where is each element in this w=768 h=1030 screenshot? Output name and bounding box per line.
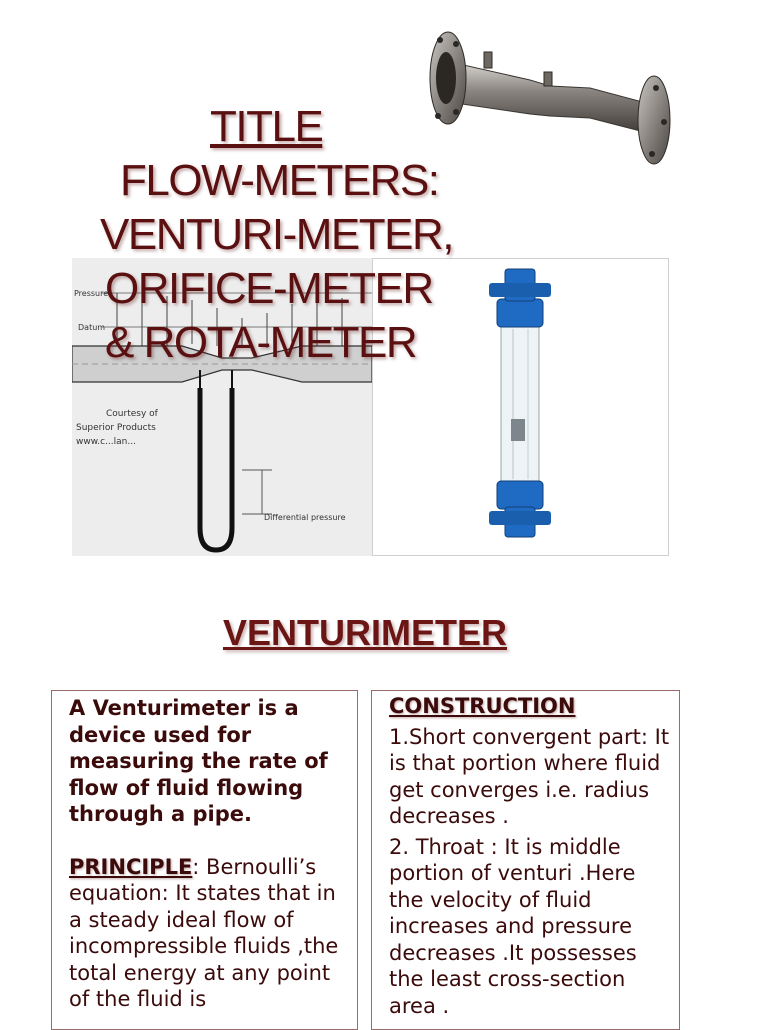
courtesy-line-3: www.c...lan... [76, 437, 136, 447]
title-label: TITLE [210, 102, 323, 151]
construction-point-2: 2. Throat : It is middle portion of venturi .Here the velocity of fluid increases and pressure decreases .It possesses the least cross-section area . [389, 834, 637, 1018]
title-line-flow-meters: FLOW-METERS: [120, 156, 439, 205]
datum-label: Datum [78, 323, 106, 332]
principle-paragraph: PRINCIPLE: Bernoulli’s equation: It states that in a steady ideal flow of incompressible fluids ,the total energy at any point of the fluid is [69, 854, 339, 1011]
title-line-orifice: ORIFICE-METER [105, 264, 433, 313]
courtesy-line-2: Superior Products [76, 423, 156, 433]
principle-label: PRINCIPLE [69, 854, 193, 879]
intro-text: A Venturimeter is a device used for measuring the rate of flow of fluid flowing through a pipe. [69, 696, 328, 826]
principle-text: Bernoulli’s equation: It states that in a steady ideal flow of incompressible fluids ,the total energy at any point of the fluid is [69, 854, 339, 1011]
construction-label: CONSTRUCTION [389, 694, 576, 718]
section-heading: VENTURIMETER [222, 612, 507, 653]
title-line-venturi: VENTURI-METER, [100, 210, 453, 259]
differential-pressure-label: Differential pressure [264, 513, 346, 522]
construction-point-1: 1.Short convergent part: It is that portion where fluid get converges i.e. radius decreases . [389, 724, 670, 828]
pressure-label: Pressure [74, 289, 109, 298]
courtesy-line-1: Courtesy of [106, 409, 158, 419]
title-line-rota: & ROTA-METER [105, 318, 417, 367]
left-column [51, 690, 358, 1030]
right-column [371, 690, 680, 1030]
title-block [100, 100, 480, 370]
